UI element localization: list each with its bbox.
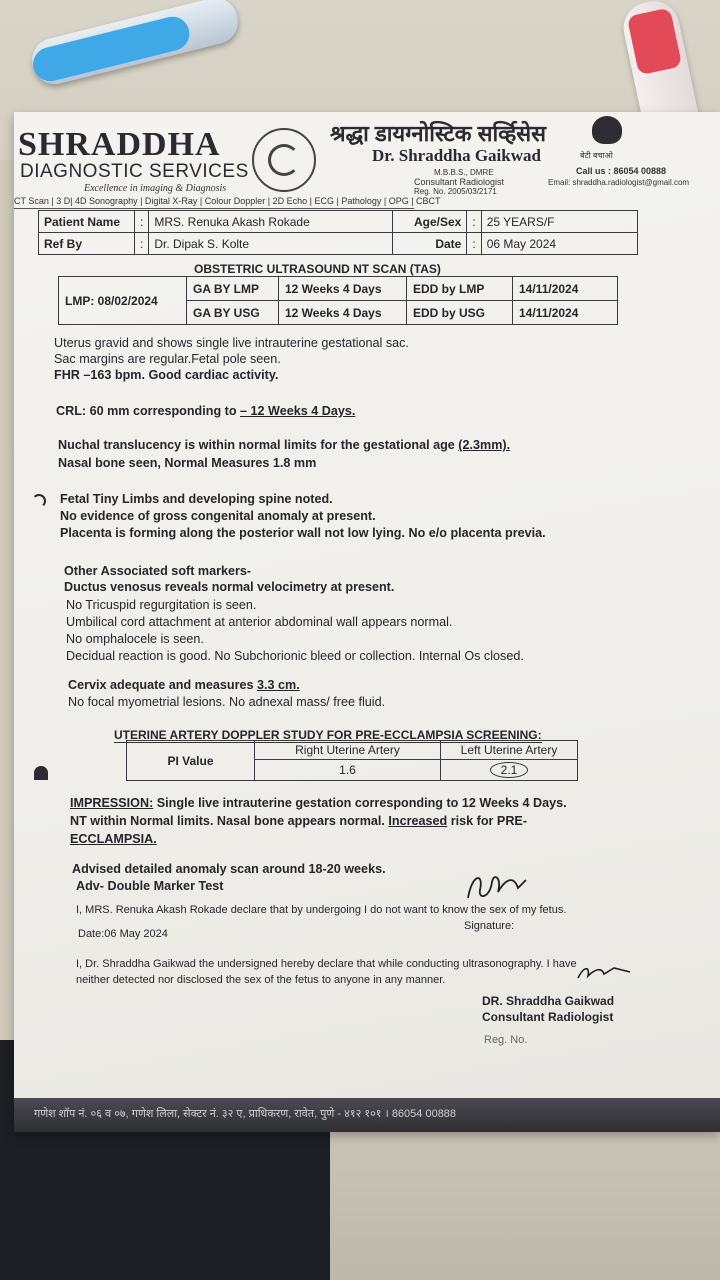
impression-text-a: Single live intrauterine gestation corresponding to 12 Weeks 4 Days. (153, 796, 567, 810)
clinic-logo-icon (252, 128, 316, 192)
edd-usg-label: EDD by USG (407, 301, 513, 325)
services-list: CT Scan | 3 D| 4D Sonography | Digital X-Ray | Colour Doppler | 2D Echo | ECG | Pathology | OPG | CBCT (14, 196, 441, 206)
ga-usg-value: 12 Weeks 4 Days (279, 301, 407, 325)
finding-soft-markers: Other Associated soft markers- (64, 564, 252, 578)
doctor-degrees: M.B.B.S., DMRE (434, 168, 494, 177)
right-artery-pi: 1.6 (255, 760, 441, 781)
left-artery-pi: 2.1 (490, 762, 529, 778)
table-row (59, 277, 618, 301)
left-artery-header: Left Uterine Artery (441, 741, 578, 760)
gestation-table (58, 276, 618, 325)
footer-address-band: गणेश शॉप नं. ०६ व ०७, गणेश लिला, सेक्टर नं. ३२ ए, प्राधिकरण, रावेत, पुणे - ४१२ १०१ । 86054 00888 (14, 1098, 720, 1132)
separator: : (467, 211, 481, 233)
finding-nt (58, 438, 510, 452)
signatory-title: Consultant Radiologist (482, 1010, 614, 1024)
finding-omphalocele: No omphalocele is seen. (66, 632, 204, 646)
advice-double-marker: Adv- Double Marker Test (76, 879, 224, 893)
finding-cord: Umbilical cord attachment at anterior abdominal wall appears normal. (66, 615, 453, 629)
brand-name: SHRADDHA (18, 126, 221, 163)
contact-phone: Call us : 86054 00888 (576, 166, 667, 176)
contact-email: Email: shraddha.radiologist@gmail.com (548, 178, 690, 187)
crl-ga: – 12 Weeks 4 Days. (240, 404, 356, 418)
edd-lmp-label: EDD by LMP (407, 277, 513, 301)
age-sex-label: Age/Sex (393, 211, 467, 233)
table-row (39, 233, 638, 255)
cervix-value: 3.3 cm. (257, 678, 300, 692)
finding-limbs: Fetal Tiny Limbs and developing spine noted. (60, 492, 333, 506)
impression-increased: Increased (388, 814, 448, 828)
finding-myometrial: No focal myometrial lesions. No adnexal mass/ free fluid. (68, 695, 386, 709)
pi-value-label: PI Value (127, 741, 255, 781)
doctor-signature-icon (574, 962, 634, 982)
hindi-clinic-name: श्रद्धा डायग्नोस्टिक सर्व्हिसेस (330, 121, 546, 146)
crl-text: CRL: 60 mm corresponding to (56, 404, 241, 418)
patient-declaration: I, MRS. Renuka Akash Rokade declare that by undergoing I do not want to know the sex of my fetus. (76, 904, 567, 916)
finding-placenta: Placenta is forming along the posterior wall not low lying. No e/o placenta previa. (60, 526, 546, 540)
signatory-name: DR. Shraddha Gaikwad (482, 994, 615, 1008)
separator: : (135, 211, 149, 233)
registration-number: Reg. No. 2005/03/2171 (414, 187, 497, 196)
patient-signature-icon (462, 868, 532, 908)
age-sex-value: 25 YEARS/F (481, 211, 637, 233)
impression-line-2 (70, 814, 527, 828)
edd-lmp-value: 14/11/2024 (513, 277, 618, 301)
right-artery-header: Right Uterine Artery (255, 741, 441, 760)
date-label: Date (393, 233, 467, 255)
doctor-designation: Consultant Radiologist (414, 177, 505, 187)
left-artery-pi-cell (441, 760, 578, 781)
patient-info-table (38, 210, 638, 255)
signatory-reg: Reg. No. (484, 1034, 528, 1046)
study-title: OBSTETRIC ULTRASOUND NT SCAN (TAS) (194, 262, 441, 276)
beti-bachao-text: बेटी बचाओ (580, 151, 613, 160)
patient-name-value: MRS. Renuka Akash Rokade (149, 211, 393, 233)
ga-lmp-value: 12 Weeks 4 Days (279, 277, 407, 301)
finding-anomaly: No evidence of gross congenital anomaly at present. (60, 509, 376, 523)
nt-text: Nuchal translucency is within normal limits for the gestational age (58, 438, 459, 452)
impression-label: IMPRESSION: (70, 796, 154, 810)
cervix-text: Cervix adequate and measures (68, 678, 257, 692)
finding-uterus: Uterus gravid and shows single live intrauterine gestational sac. (54, 336, 409, 350)
finding-ductus: Ductus venosus reveals normal velocimetry at present. (64, 580, 395, 594)
date-value: 06 May 2024 (481, 233, 637, 255)
edd-usg-value: 14/11/2024 (513, 301, 618, 325)
separator: : (135, 233, 149, 255)
impression-text-d: risk for PRE- (447, 814, 528, 828)
ga-usg-label: GA BY USG (187, 301, 279, 325)
declaration-date: Date:06 May 2024 (78, 928, 168, 940)
lmp-cell: LMP: 08/02/2024 (59, 277, 187, 325)
separator: : (467, 233, 481, 255)
ref-by-value: Dr. Dipak S. Kolte (149, 233, 393, 255)
finding-fhr: FHR –163 bpm. Good cardiac activity. (54, 368, 279, 382)
signature-label: Signature: (464, 920, 515, 932)
doppler-title: UTERINE ARTERY DOPPLER STUDY FOR PRE-ECCLAMPSIA SCREENING: (114, 728, 542, 742)
table-row (39, 211, 638, 233)
doctor-name: Dr. Shraddha Gaikwad (372, 146, 541, 165)
doctor-declaration-line-1: I, Dr. Shraddha Gaikwad the undersigned hereby declare that while conducting ultrasonography. I have (76, 958, 577, 970)
finding-crl (56, 404, 355, 418)
table-row (127, 741, 578, 760)
brand-tagline: Excellence in imaging & Diagnosis (84, 183, 227, 194)
finding-sac: Sac margins are regular.Fetal pole seen. (54, 352, 281, 366)
finding-cervix (68, 678, 300, 692)
doppler-table (126, 740, 578, 781)
pen-mark-icon (32, 494, 46, 508)
doctor-declaration-line-2: neither detected nor disclosed the sex of the fetus to anyone in any manner. (76, 974, 446, 986)
nt-value: (2.3mm). (458, 438, 511, 452)
finding-nasal: Nasal bone seen, Normal Measures 1.8 mm (58, 456, 317, 470)
patient-name-label: Patient Name (39, 211, 135, 233)
ga-lmp-label: GA BY LMP (187, 277, 279, 301)
pen-mark-icon (34, 766, 48, 780)
impression-text-b: NT within Normal limits. Nasal bone appears normal. (70, 814, 389, 828)
ref-by-label: Ref By (39, 233, 135, 255)
finding-decidual: Decidual reaction is good. No Subchorionic bleed or collection. Internal Os closed. (66, 649, 524, 663)
impression-line-1 (70, 796, 567, 810)
advice-anomaly-scan: Advised detailed anomaly scan around 18-20 weeks. (72, 862, 386, 876)
brand-subtitle: DIAGNOSTIC SERVICES (20, 161, 249, 182)
header-divider (14, 208, 414, 209)
report-page (14, 112, 720, 1132)
impression-line-3: ECCLAMPSIA. (70, 832, 157, 846)
finding-tricuspid: No Tricuspid regurgitation is seen. (66, 598, 257, 612)
